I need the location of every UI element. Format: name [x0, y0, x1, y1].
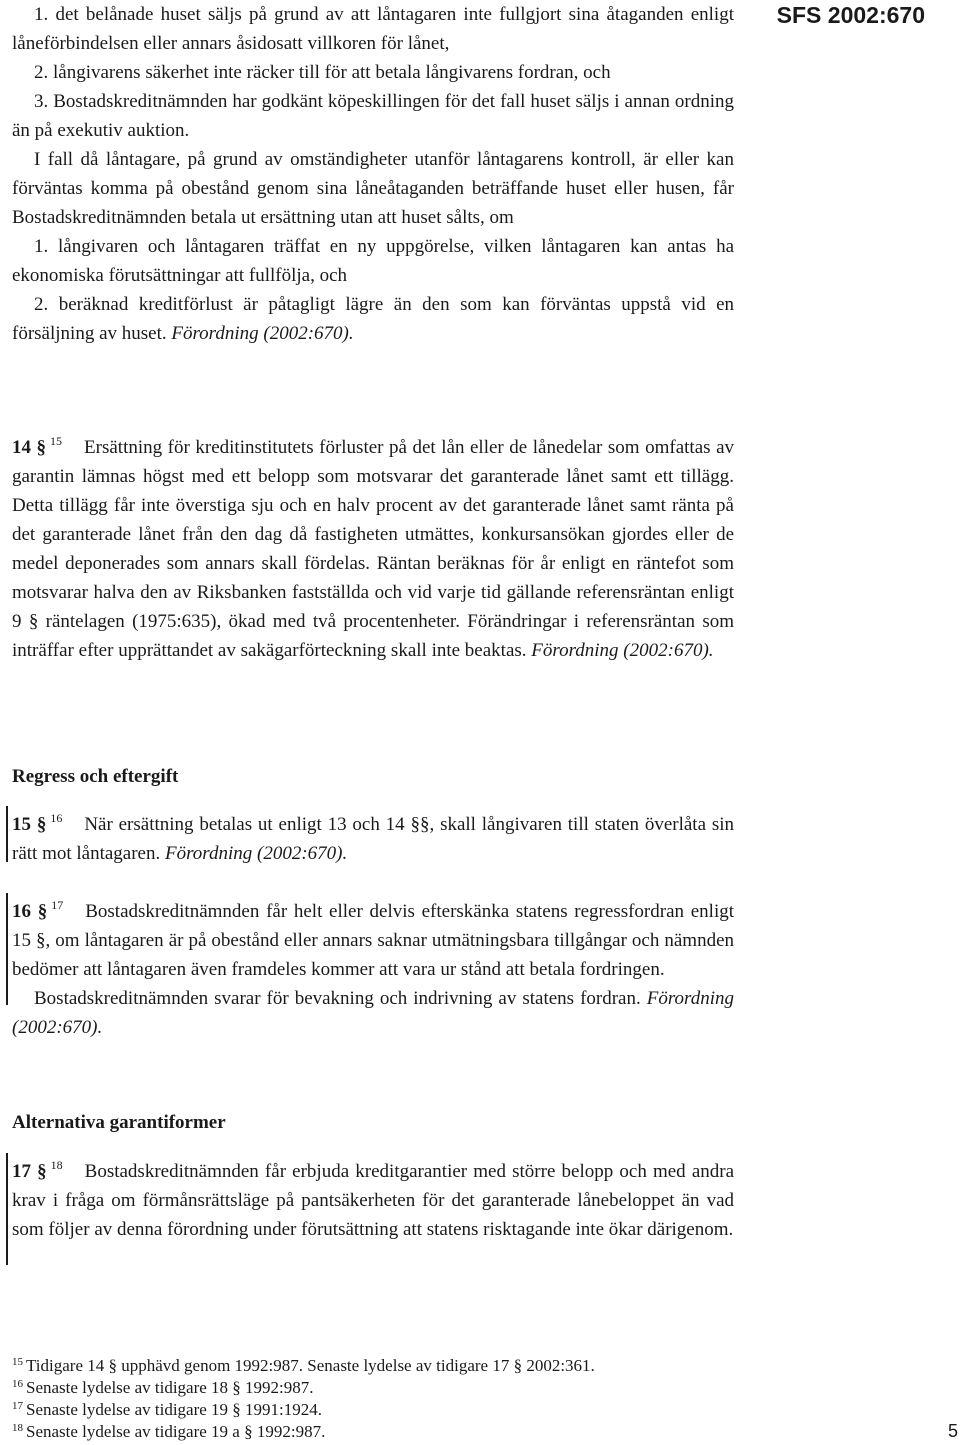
section-16-text	[12, 891, 734, 984]
insolvency-item-2	[12, 290, 734, 348]
section-14	[12, 427, 734, 665]
section-17	[12, 1151, 734, 1244]
section-17-text	[12, 1151, 734, 1244]
section-body: Ersättning för kreditinstitutets förluster på det lån eller de lånedelar som omfattas av garantin lämnas högst med ett belopp som motsvarar det garanterade lånet samt ett tillägg. Detta tillägg får inte överstiga sju och en halv procent av det garanterade lånet samt ränta på det garanterade lånet från den dag då fastigheten utmättes, konkursansökan gjordes eller de medel deponerades som annars skall fördelas. Räntan beräknas för år enligt en räntefot som motsvarar halva den av Riksbanken fastställda och vid varje tid gällande referensräntan enligt 9 § räntelagen (1975:635), ökad med två procentenheter. Förändringar i referensräntan som inträffar efter upprättandet av sakägarförteckning skall inte beaktas.	[12, 437, 734, 661]
insolvency-item-2-text: 2. beräknad kreditförlust är påtagligt lägre än den som kan förväntas uppstå vid en försäljning av huset.	[12, 294, 734, 344]
insolvency-item-1: 1. långivaren och låntagaren träffat en ny uppgörelse, vilken låntagaren kan antas ha ekonomiska förutsättningar att fullfölja, och	[12, 236, 734, 286]
condition-item-2: 2. långivarens säkerhet inte räcker till för att betala långivarens fordran, och	[34, 62, 611, 83]
page-number: 5	[947, 1421, 958, 1441]
section-body: Bostadskreditnämnden får erbjuda kreditgarantier med större belopp och med andra krav i fråga om förmånsrättsläge på pantsäkerheten för det garanterade lånebeloppet än vad som följer av denna förordning under förutsättning att statens risktagande inte ökar därigenom.	[12, 1161, 735, 1240]
heading-regress	[12, 762, 734, 791]
section-number: 15 §	[12, 814, 47, 835]
footnote-marker: 17	[51, 898, 64, 912]
section-16-text-2	[12, 984, 734, 1042]
section-number: 14 §	[12, 437, 47, 458]
footnote-marker: 18	[50, 1158, 63, 1172]
section-number: 16 §	[12, 901, 48, 922]
section-body: Bostadskreditnämnden svarar för bevakning och indrivning av statens fordran.	[34, 988, 641, 1009]
condition-item-3: 3. Bostadskreditnämnden har godkänt köpeskillingen för det fall huset säljs i annan ordning än på exekutiv auktion.	[12, 91, 734, 141]
section-15	[12, 804, 734, 868]
ordinance-reference: Förordning (2002:670).	[531, 640, 714, 661]
change-bar	[6, 893, 8, 1005]
ordinance-reference: Förordning (2002:670).	[12, 988, 734, 1038]
section-body: När ersättning betalas ut enligt 13 och 14 §§, skall långivaren till staten överlåta sin rätt mot låntagaren.	[12, 814, 735, 864]
section-heading: Alternativa garantiformer	[12, 1112, 226, 1133]
change-bar	[6, 1153, 8, 1265]
section-14-text	[12, 427, 734, 665]
footnote: $^{16}$ Senaste lydelse av tidigare 18 § 1992:987.	[12, 1378, 314, 1397]
footnote-marker: 15	[50, 434, 63, 448]
conditions-block	[12, 0, 734, 348]
section-15-text	[12, 804, 734, 868]
footnote-marker: 16	[50, 811, 63, 825]
section-body: Bostadskreditnämnden får helt eller delvis efterskänka statens regressfordran enligt 15 §, om låntagaren är på obestånd eller annars saknar utmätningsbara tillgångar och nämnden bedömer att låntagaren även framdeles kommer att vara ur stånd att betala fordringen.	[12, 901, 734, 980]
insolvency-paragraph: I fall då låntagare, på grund av omständigheter utanför låntagarens kontroll, är eller kan förväntas komma på obestånd genom sina låneåtaganden beträffande huset eller husen, får Bostadskreditnämnden betala ut ersättning utan att huset sålts, om	[12, 149, 734, 228]
section-heading: Regress och eftergift	[12, 766, 179, 787]
section-number: 17 §	[12, 1161, 47, 1182]
footnote: $^{15}$ Tidigare 14 § upphävd genom 1992:987. Senaste lydelse av tidigare 17 § 2002:361.	[12, 1356, 595, 1375]
condition-item-1: 1. det belånade huset säljs på grund av att låntagaren inte fullgjort sina åtaganden enligt låneförbindelsen eller annars åsidosatt villkoren för lånet,	[12, 4, 734, 54]
section-16	[12, 891, 734, 1042]
sfs-reference: SFS 2002:670	[776, 2, 925, 28]
ordinance-reference: Förordning (2002:670).	[171, 323, 354, 344]
heading-alternatives	[12, 1108, 734, 1137]
ordinance-reference: Förordning (2002:670).	[165, 843, 348, 864]
footnote: $^{17}$ Senaste lydelse av tidigare 19 § 1991:1924.	[12, 1400, 323, 1419]
footnote: $^{18}$ Senaste lydelse av tidigare 19 a § 1992:987.	[12, 1422, 326, 1441]
change-bar	[6, 806, 8, 862]
